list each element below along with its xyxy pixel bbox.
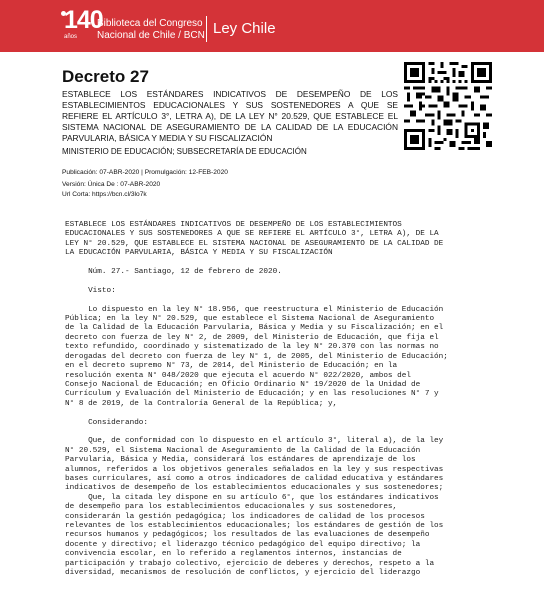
body-line: Pública; en la ley N° 20.529, que establece el Sistema Nacional de Aseguramiento: [65, 315, 435, 324]
anniversary-years: años: [64, 34, 78, 40]
body-line: docente y directivo; el liderazgo técnico pedagógico del equipo directivo; la: [65, 540, 421, 549]
body-line: bases curriculares, así como a otros indicadores de calidad educativa y estándares: [65, 474, 444, 483]
body-line: resolución exenta N° 048/2020 que ejecuta el acuerdo N° 022/2020, ambos del: [65, 371, 411, 380]
body-line: ESTABLECE LOS ESTÁNDARES INDICATIVOS DE DESEMPEÑO DE LOS ESTABLECIMIENTOS: [65, 221, 402, 229]
body-line: Consejo Nacional de Educación; en Oficio Ordinario N° 19/2020 de la Unidad de: [65, 380, 421, 389]
body-line: N° 20.529, el Sistema Nacional de Aseguramiento de la Calidad de la Educación: [65, 446, 421, 455]
body-line: N° 8 de 2019, de la Contraloría General de la República; y,: [65, 399, 338, 408]
body-line: LEY N° 20.529, QUE ESTABLECE EL SISTEMA NACIONAL DE ASEGURAMIENTO DE LA CALIDAD DE: [65, 239, 444, 248]
body-line: EDUCACIONALES Y SUS SOSTENEDORES A QUE SE REFIERE EL ARTÍCULO 3°, LETRA A), DE LA: [65, 230, 439, 239]
body-line: derogadas del decreto con fuerza de ley N° 1, de 2005, del Ministerio de Educación;: [65, 352, 448, 361]
body-line: convivencia escolar, en lo referido a reglamentos internos, instancias de: [65, 550, 402, 559]
bcn-logo-text[interactable]: [97, 18, 205, 42]
logo-divider: [206, 16, 207, 42]
body-line: considerarán la gestión pedagógica; los indicadores de calidad de los procesos: [65, 512, 425, 521]
body-line: recursos humanos y pedagógicos; los resultados de las evaluaciones de desempeño: [65, 531, 430, 540]
body-line: de desempeño para los establecimientos educacionales y sus sostenedores,: [65, 503, 398, 512]
body-line: texto refundido, coordinado y sistematizado de la ley N° 20.370 con las normas no: [65, 343, 439, 352]
body-line: Currículum y Evaluación del Ministerio de Educación; y en las resoluciones N° 7 y: [65, 390, 439, 399]
document-title: Decreto 27: [62, 67, 149, 86]
body-line: relevantes de los establecimientos educacionales; los estándares de gestión de los: [65, 522, 444, 530]
body-line: Que, de conformidad con lo dispuesto en el artículo 3°, literal a), de la ley: [65, 437, 444, 446]
qr-code-icon: [404, 62, 492, 150]
document-subject: ESTABLECE LOS ESTÁNDARES INDICATIVOS DE DESEMPEÑO DE LOS ESTABLECIMIENTOS EDUCACIONALES Y SUS SOSTENEDORES A QUE SE REFIERE EL ARTÍCULO 3°, LETRA A), DE LA LEY N° 20.529, QUE ESTABLECE EL SISTEMA NACIONAL DE ASEGURAMIENTO DE LA CALIDAD DE LA EDUCACIÓN PARVULARIA, BÁSICA Y MEDIA Y SU FISCALIZACIÓN: [62, 89, 398, 143]
version-info: Versión: Única De : 07-ABR-2020: [62, 181, 161, 188]
logo-line-2: Nacional de Chile / BCN: [97, 30, 205, 41]
site-header: [0, 0, 544, 52]
short-url[interactable]: Url Corta: https://bcn.cl/3lo7k: [62, 191, 147, 198]
body-line: Que, la citada ley dispone en su artículo 6°, que los estándares indicativos: [65, 493, 439, 502]
body-line: diversidad, mecanismos de resolución de conflictos, y ejercicio del liderazgo: [65, 569, 421, 578]
body-line: Parvularia, Básica y Media, considerará los estándares de aprendizaje de los: [65, 456, 416, 465]
body-line: decreto con fuerza de ley N° 2, de 2009, del Ministerio de Educación, que fija el: [65, 333, 439, 342]
publication-dates: Publicación: 07-ABR-2020 | Promulgación: 12-FEB-2020: [62, 169, 228, 176]
body-line: Considerando:: [65, 418, 149, 427]
anniversary-number: 140: [64, 6, 103, 34]
ley-chile-brand[interactable]: Ley Chile: [213, 20, 276, 37]
body-line: de la Calidad de la Educación Parvularia, Básica y Media y su Fiscalización; en el: [65, 324, 444, 333]
logo-line-1: Biblioteca del Congreso: [97, 18, 203, 29]
decree-body-text: [65, 221, 510, 578]
body-line: LA EDUCACIÓN PARVULARIA, BÁSICA Y MEDIA Y SU FISCALIZACIÓN: [65, 249, 333, 258]
body-line: participación y trabajo colectivo, ejercicio de deberes y derechos, respeto a la: [65, 559, 435, 568]
body-line: Visto:: [65, 286, 116, 295]
body-line: alumnos, referidos a los objetivos generales señalados en la ley y sus respectivas: [65, 465, 444, 474]
ministry-name: MINISTERIO DE EDUCACIÓN; SUBSECRETARÍA DE EDUCACIÓN: [62, 147, 307, 156]
body-line: en el decreto supremo N° 73, de 2014, del Ministerio de Educación; en la: [65, 362, 398, 371]
body-line: Lo dispuesto en la ley N° 18.956, que reestructura el Ministerio de Educación: [65, 305, 444, 314]
body-line: indicativos de desempeño de los establecimientos educacionales y sus sostenedores;: [65, 484, 444, 493]
body-line: Núm. 27.- Santiago, 12 de febrero de 2020.: [65, 268, 282, 277]
